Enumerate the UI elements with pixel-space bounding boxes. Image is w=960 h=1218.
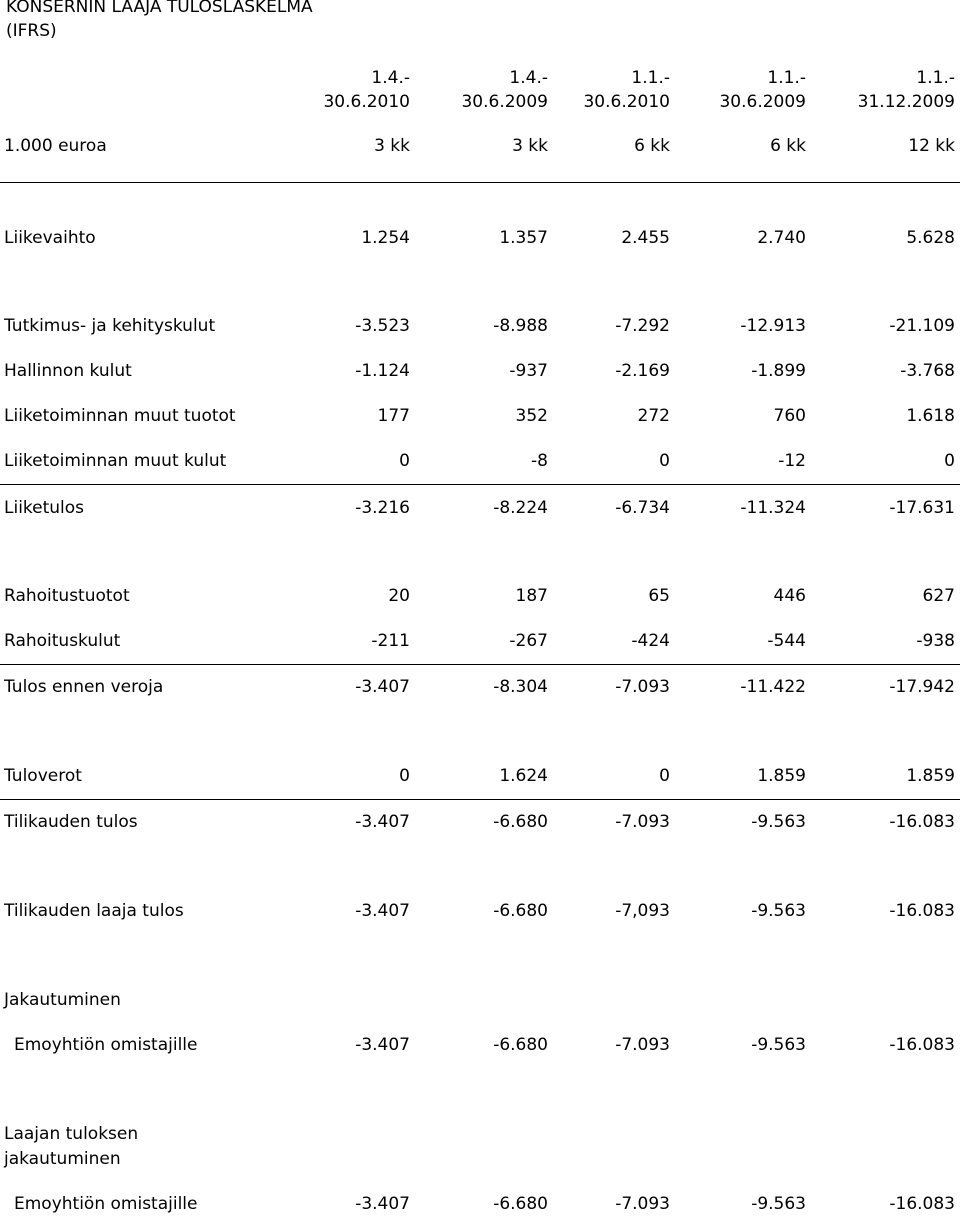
table-row: [0, 226, 960, 250]
row-label: Liiketoiminnan muut kulut: [4, 451, 227, 471]
duration-1: 3 kk: [374, 136, 410, 156]
row-value: -8.304: [493, 677, 548, 697]
row-value: 0: [659, 766, 670, 786]
row-value: -267: [509, 631, 548, 651]
subtotal-divider: [0, 799, 960, 800]
table-row: [0, 1033, 960, 1057]
row-value: -11.422: [740, 677, 806, 697]
table-row: [0, 314, 960, 338]
row-value: -21.109: [889, 316, 955, 336]
row-value: 446: [773, 586, 806, 606]
row-value: -6.680: [493, 1035, 548, 1055]
row-value: -211: [371, 631, 410, 651]
row-value: 20: [388, 586, 410, 606]
duration-2: 3 kk: [512, 136, 548, 156]
row-label: jakautuminen: [4, 1149, 121, 1169]
row-value: -3.216: [355, 498, 410, 518]
period-1-line-1: 1.4.-: [371, 68, 410, 88]
unit-label: 1.000 euroa: [4, 136, 107, 156]
row-value: -17.942: [889, 677, 955, 697]
row-value: 0: [399, 451, 410, 471]
row-value: 0: [399, 766, 410, 786]
row-label: Tilikauden tulos: [4, 812, 138, 832]
row-value: -1.899: [751, 361, 806, 381]
row-value: -8.988: [493, 316, 548, 336]
row-value: -7.292: [615, 316, 670, 336]
period-2-line-1: 1.4.-: [509, 68, 548, 88]
row-value: -11.324: [740, 498, 806, 518]
row-label: Laajan tuloksen: [4, 1124, 139, 1144]
section-heading: [0, 988, 960, 1012]
row-value: -544: [767, 631, 806, 651]
row-value: 760: [773, 406, 806, 426]
row-value: -7.093: [615, 1035, 670, 1055]
row-value: -6.680: [493, 1194, 548, 1214]
table-row: [0, 359, 960, 383]
row-value: -9.563: [751, 1194, 806, 1214]
row-value: -3.407: [355, 1194, 410, 1214]
row-label: Tulos ennen veroja: [4, 677, 164, 697]
row-label: Tutkimus- ja kehityskulut: [4, 316, 216, 336]
section-heading: [0, 1147, 960, 1171]
row-value: -8: [531, 451, 548, 471]
row-value: -6.680: [493, 901, 548, 921]
row-value: -1.124: [355, 361, 410, 381]
row-value: -938: [916, 631, 955, 651]
row-label: Tilikauden laaja tulos: [4, 901, 184, 921]
row-value: -424: [631, 631, 670, 651]
row-value: -2.169: [615, 361, 670, 381]
row-value: 1.624: [499, 766, 548, 786]
title-line-2: (IFRS): [6, 21, 57, 41]
title-line-1: KONSERNIN LAAJA TULOSLASKELMA: [6, 0, 313, 17]
row-label: Emoyhtiön omistajille: [14, 1194, 198, 1214]
row-value: 1.859: [906, 766, 955, 786]
unit-row: [0, 134, 960, 158]
row-value: 0: [944, 451, 955, 471]
row-label: Emoyhtiön omistajille: [14, 1035, 198, 1055]
row-value: -3.768: [900, 361, 955, 381]
row-value: 187: [515, 586, 548, 606]
row-value: 1.618: [906, 406, 955, 426]
row-value: 352: [515, 406, 548, 426]
row-value: -16.083: [889, 1035, 955, 1055]
row-value: -3.407: [355, 901, 410, 921]
row-value: -7,093: [615, 901, 670, 921]
table-row: [0, 404, 960, 428]
row-value: 2.455: [621, 228, 670, 248]
table-row: [0, 899, 960, 923]
table-row: [0, 675, 960, 699]
row-label: Liikevaihto: [4, 228, 96, 248]
period-5-line-2: 31.12.2009: [857, 92, 955, 112]
row-value: -3.407: [355, 812, 410, 832]
subtotal-divider: [0, 484, 960, 485]
table-row: [0, 764, 960, 788]
row-value: 2.740: [757, 228, 806, 248]
row-value: -8.224: [493, 498, 548, 518]
period-3-line-2: 30.6.2010: [583, 92, 670, 112]
row-label: Tuloverot: [4, 766, 82, 786]
period-2-line-2: 30.6.2009: [461, 92, 548, 112]
period-3-line-1: 1.1.-: [631, 68, 670, 88]
row-value: -12: [778, 451, 806, 471]
duration-3: 6 kk: [634, 136, 670, 156]
duration-5: 12 kk: [908, 136, 955, 156]
row-value: 627: [922, 586, 955, 606]
row-value: 65: [648, 586, 670, 606]
duration-4: 6 kk: [770, 136, 806, 156]
row-value: 5.628: [906, 228, 955, 248]
period-1-line-2: 30.6.2010: [323, 92, 410, 112]
section-heading: [0, 1122, 960, 1146]
row-value: -7.093: [615, 677, 670, 697]
table-row: [0, 449, 960, 473]
row-value: 0: [659, 451, 670, 471]
row-value: -16.083: [889, 812, 955, 832]
row-value: -6.734: [615, 498, 670, 518]
row-label: Liiketulos: [4, 498, 85, 518]
row-value: -16.083: [889, 1194, 955, 1214]
subtotal-divider: [0, 664, 960, 665]
row-value: -3.523: [355, 316, 410, 336]
period-5-line-1: 1.1.-: [916, 68, 955, 88]
row-value: -937: [509, 361, 548, 381]
table-row: [0, 584, 960, 608]
row-label: Hallinnon kulut: [4, 361, 132, 381]
row-label: Jakautuminen: [4, 990, 121, 1010]
table-row: [0, 496, 960, 520]
row-value: -9.563: [751, 901, 806, 921]
period-4-line-2: 30.6.2009: [719, 92, 806, 112]
row-value: -12.913: [740, 316, 806, 336]
row-value: -3.407: [355, 1035, 410, 1055]
row-value: -6.680: [493, 812, 548, 832]
table-row: [0, 1192, 960, 1216]
table-row: [0, 810, 960, 834]
row-value: 1.254: [361, 228, 410, 248]
row-label: Rahoitustuotot: [4, 586, 130, 606]
row-label: Rahoituskulut: [4, 631, 121, 651]
period-4-line-1: 1.1.-: [767, 68, 806, 88]
row-value: -3.407: [355, 677, 410, 697]
row-value: -9.563: [751, 812, 806, 832]
row-value: 272: [637, 406, 670, 426]
row-label: Liiketoiminnan muut tuotot: [4, 406, 236, 426]
row-value: -7.093: [615, 1194, 670, 1214]
row-value: 177: [377, 406, 410, 426]
row-value: 1.859: [757, 766, 806, 786]
row-value: -17.631: [889, 498, 955, 518]
row-value: 1.357: [499, 228, 548, 248]
table-row: [0, 629, 960, 653]
row-value: -9.563: [751, 1035, 806, 1055]
row-value: -7.093: [615, 812, 670, 832]
row-value: -16.083: [889, 901, 955, 921]
header-divider: [0, 182, 960, 183]
